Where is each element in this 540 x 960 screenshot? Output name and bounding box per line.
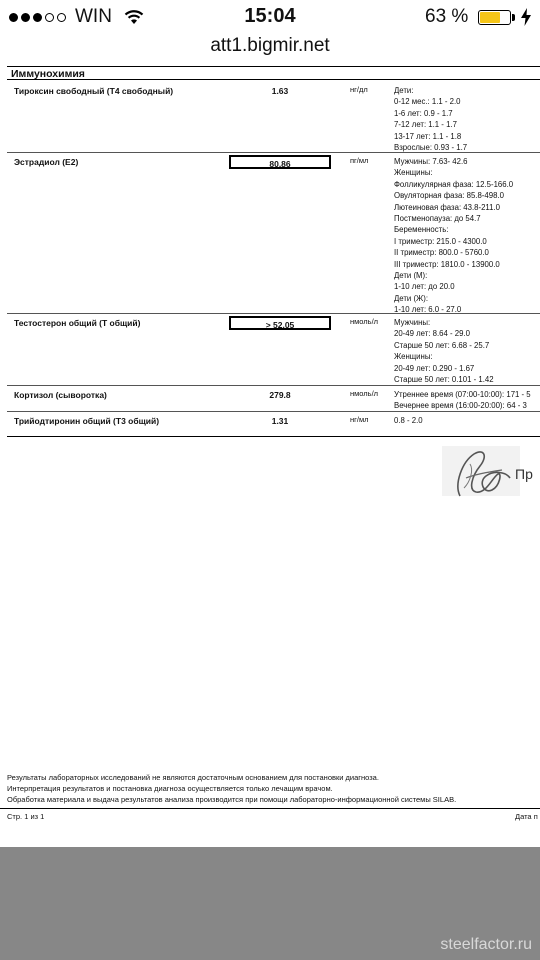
test-value: 1.63 [271,86,289,96]
test-value: 1.31 [271,416,289,426]
test-unit: нг/дл [350,85,368,94]
test-name: Эстрадиол (Е2) [14,157,79,167]
result-row-estradiol [7,153,540,314]
test-unit: нмоль/л [350,317,379,326]
test-name: Тироксин свободный (Т4 свободный) [14,86,174,96]
date-label: Дата п [515,812,538,821]
test-unit: нмоль/л [350,389,379,398]
reference-ranges: Дети: 0-12 мес.: 1.1 - 2.0 1-6 лет: 0.9 - 1.7 7-12 лет: 1.1 - 1.7 13-17 лет: 1.1 - 1.8 Взрослые: 0.93 - 1.7 [394,86,468,153]
page-number: Стр. 1 из 1 [7,812,45,821]
status-bar [0,0,540,36]
result-row-testosterone [7,314,540,386]
test-unit: пг/мл [350,156,369,165]
reference-ranges: Мужчины: 20-49 лет: 8.64 - 29.0 Старше 50 лет: 6.68 - 25.7 Женщины: 20-49 лет: 0.290 - 1.67 Старше 50 лет: 0.101 - 1.42 [394,318,494,385]
signature-image [440,434,520,509]
battery-icon [478,10,511,25]
test-name: Трийодтиронин общий (Т3 общий) [14,416,160,426]
carrier-name: WIN [75,6,112,27]
result-row-cortisol [7,386,540,412]
report-disclaimer: Результаты лабораторных исследований не являются достаточным основанием для постановки диагноза. Интерпретация результатов и постановка диагноза осуществляется только лечащим врачом. Обработка материала и выдача результатов анализа производится при помощи лабораторно-информационной системы SILAB. [7,773,457,804]
section-title: Иммунохимия [7,66,540,80]
stamp-text: Пр [515,466,533,482]
battery-percentage: 63 % [425,6,469,27]
test-name: Кортизол (сыворотка) [14,390,107,400]
watermark: steelfactor.ru [440,936,532,953]
reference-ranges: Мужчины: 7.63- 42.6 Женщины: Фолликулярная фаза: 12.5-166.0 Овуляторная фаза: 85.8-498.0 Лютеиновая фаза: 43.8-211.0 Постменопауза: до 54.7 Беременность: I триместр: 215.0 - 4300.0 II триместр: 800.0 - 5760.0 III триместр: 1810.0 - 13900.0 Дети (М): 1-10 лет: до 20.0 Дети (Ж): 1-10 лет: 6.0 - 27.0 [394,157,514,315]
test-value: 279.8 [269,390,291,400]
battery-tip [512,14,515,21]
reference-ranges: Утреннее время (07:00-10:00): 171 - 5 Вечернее время (16:00-20:00): 64 - 3 [394,390,531,411]
test-value-flagged: 80.86 [229,155,331,169]
result-row-t4-free [7,82,540,153]
clock: 15:04 [244,5,296,27]
test-name: Тестостерон общий (Т общий) [14,318,141,328]
charging-bolt-icon [521,8,531,26]
test-value-flagged: > 52.05 [229,316,331,330]
test-unit: нг/мл [350,415,369,424]
address-bar-url[interactable]: att1.bigmir.net [210,35,330,56]
reference-ranges: 0.8 - 2.0 [394,416,423,425]
footer-divider [0,808,540,809]
